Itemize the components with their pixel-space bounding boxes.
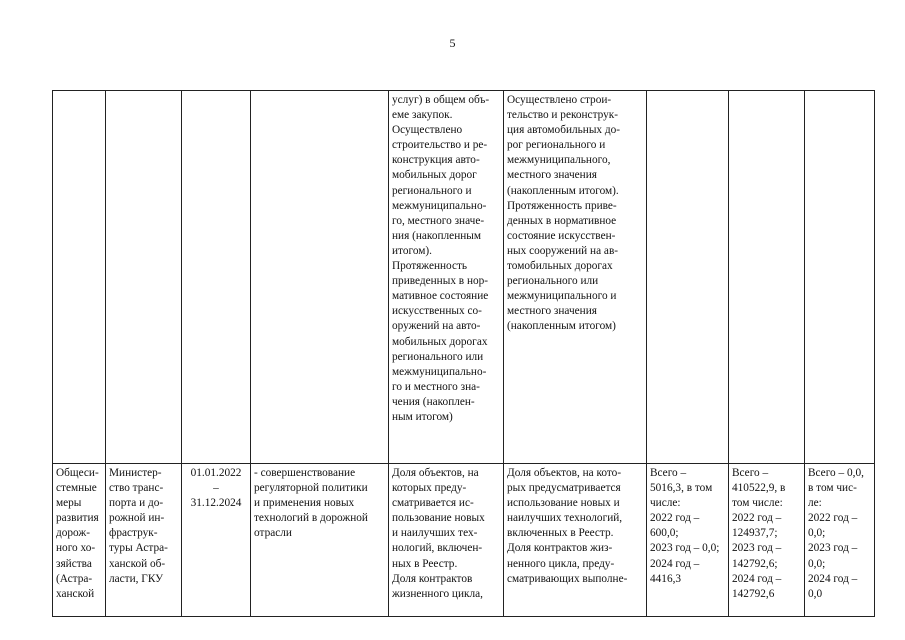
cell-text-line: 410522,9, в <box>732 482 786 495</box>
cell-text-line: 2024 год – <box>808 572 858 585</box>
cell-funding-federal <box>647 464 729 617</box>
cell-text-line: межмуниципального и <box>507 290 617 303</box>
cell-text-line: 0,0; <box>808 557 826 570</box>
cell-text-line: пользование новых <box>392 512 485 525</box>
cell-text-line: 2023 год – <box>732 542 782 555</box>
cell-text-line: еме закупок. <box>392 109 453 122</box>
cell-text-line: 124937,7; <box>732 527 778 540</box>
cell-measure-empty <box>53 91 106 464</box>
cell-text-line: в том чис- <box>808 482 857 495</box>
cell-text-line: Всего – <box>650 467 687 479</box>
cell-measure <box>53 464 106 617</box>
cell-text-line: и применения новых <box>254 497 355 510</box>
cell-direction-empty <box>251 91 389 464</box>
cell-period-empty <box>182 91 251 464</box>
cell-funding-other <box>805 464 875 617</box>
cell-text-line: и наилучших тех- <box>392 527 478 540</box>
cell-text-line: мативное состояние <box>392 290 489 303</box>
cell-results <box>504 91 647 464</box>
cell-text-line: регуляторной политики <box>254 482 368 495</box>
cell-text-line: Всего – 0,0, <box>808 467 864 479</box>
cell-text-line: Всего – <box>732 467 769 479</box>
cell-text-line: тельство и реконструк- <box>507 109 619 122</box>
cell-indicators <box>389 464 504 617</box>
cell-text-line: (Астра- <box>56 572 93 585</box>
cell-period <box>182 464 251 617</box>
cell-text-line: местного значения <box>507 169 597 182</box>
cell-text-line: 2023 год – 0,0; <box>650 542 720 555</box>
cell-text-line: жизненного цикла, <box>392 587 483 600</box>
cell-text-line: оружений на авто- <box>392 320 481 333</box>
cell-text-line: мобильных дорог <box>392 169 477 182</box>
cell-text-line: (накопленным итогом). <box>507 184 619 197</box>
cell-text-line: ханской об- <box>109 557 166 570</box>
cell-executor-empty <box>106 91 182 464</box>
cell-text-line: включенных в Реестр. <box>507 527 614 540</box>
cell-text-line: наилучших технологий, <box>507 512 623 525</box>
cell-text-line: Общеси- <box>56 467 99 479</box>
cell-text-line: сматривающих выполне- <box>507 572 628 585</box>
cell-text-line: ния (накопленным <box>392 229 482 242</box>
cell-text-line: го и местного зна- <box>392 380 480 393</box>
cell-text-line: технологий в дорожной <box>254 512 368 525</box>
cell-text-line: Осуществлено <box>392 124 463 137</box>
cell-text-line: ция автомобильных до- <box>507 124 621 137</box>
cell-text-line: том числе: <box>732 497 783 510</box>
cell-funding-regional-empty <box>729 91 805 464</box>
cell-executor <box>106 464 182 617</box>
cell-text-line: межмуниципального, <box>507 154 611 167</box>
cell-text-line: 2022 год – <box>808 512 858 525</box>
cell-text-line: мобильных дорогах <box>392 335 488 348</box>
cell-text-line: ным итогом) <box>392 410 453 423</box>
cell-text-line: ненного цикла, преду- <box>507 557 615 570</box>
cell-text-line: Осуществлено строи- <box>507 94 612 106</box>
cell-text-line: го, местного значе- <box>392 214 485 227</box>
cell-text-line: ство транс- <box>109 482 164 495</box>
cell-text-line: Доля объектов, на <box>392 467 479 479</box>
cell-text-line: Доля контрактов <box>392 572 473 585</box>
cell-text-line: ных сооружений на ав- <box>507 244 619 257</box>
cell-text-line: 01.01.2022 <box>190 467 242 479</box>
cell-text-line: местного значения <box>507 305 597 318</box>
cell-text-line: 5016,3, в том <box>650 482 713 495</box>
cell-text-line: меры <box>56 497 82 510</box>
cell-text-line: регионального или <box>507 275 599 288</box>
cell-text-line: (накопленным итогом) <box>507 320 616 333</box>
cell-funding-other-empty <box>805 91 875 464</box>
cell-text-line: томобильных дорогах <box>507 260 613 273</box>
table-row <box>53 464 875 617</box>
cell-text-line: 142792,6; <box>732 557 778 570</box>
cell-results <box>504 464 647 617</box>
cell-text-line: рог регионального и <box>507 139 606 152</box>
cell-text-line: стемные <box>56 482 97 495</box>
cell-indicators <box>389 91 504 464</box>
cell-text-line: приведенных в нор- <box>392 275 489 288</box>
cell-text-line: Протяженность приве- <box>507 199 617 212</box>
cell-text-line: - совершенствование <box>254 467 356 479</box>
cell-text-line: зяйства <box>56 557 92 570</box>
cell-text-line: порта и до- <box>109 497 164 510</box>
cell-text-line: которых преду- <box>392 482 467 495</box>
table-row <box>53 91 875 464</box>
cell-text-line: 0,0 <box>808 587 823 600</box>
cell-funding-federal-empty <box>647 91 729 464</box>
cell-text-line: чения (накоплен- <box>392 395 475 408</box>
cell-text-line: межмуниципально- <box>392 199 487 212</box>
cell-text-line: фраструк- <box>109 527 158 540</box>
cell-text-line: регионального или <box>392 350 484 363</box>
cell-text-line: 2023 год – <box>808 542 858 555</box>
cell-text-line: ласти, ГКУ <box>109 572 164 585</box>
cell-text-line: 142792,6 <box>732 587 775 600</box>
cell-text-line: 2022 год – <box>732 512 782 525</box>
cell-text-line: 0,0; <box>808 527 826 540</box>
cell-text-line: строительство и ре- <box>392 139 488 152</box>
cell-text-line: 600,0; <box>650 527 679 540</box>
cell-text-line: ного хо- <box>56 542 96 555</box>
cell-text-line: сматривается ис- <box>392 497 474 510</box>
program-table <box>52 90 875 617</box>
cell-text-line: ных в Реестр. <box>392 557 458 570</box>
cell-text-line: Доля объектов, на кото- <box>507 467 622 479</box>
cell-text-line: 2024 год – <box>732 572 782 585</box>
cell-text-line: Протяженность <box>392 260 468 273</box>
cell-text-line: услуг) в общем объ- <box>392 94 490 106</box>
cell-text-line: 2022 год – <box>650 512 700 525</box>
cell-text-line: отрасли <box>254 527 292 540</box>
cell-text-line: использование новых и <box>507 497 620 510</box>
cell-text-line: Доля контрактов жиз- <box>507 542 613 555</box>
cell-text-line: ханской <box>56 587 95 600</box>
cell-funding-regional <box>729 464 805 617</box>
cell-text-line: искусственных со- <box>392 305 482 318</box>
cell-text-line: ле: <box>808 497 822 510</box>
cell-text-line: межмуниципально- <box>392 365 487 378</box>
cell-text-line: денных в нормативное <box>507 214 617 227</box>
cell-text-line: конструкция авто- <box>392 154 480 167</box>
cell-text-line: числе: <box>650 497 681 510</box>
cell-text-line: туры Астра- <box>109 542 168 555</box>
cell-text-line: рых предусматривается <box>507 482 621 495</box>
cell-text-line: 2024 год – <box>650 557 700 570</box>
cell-text-line: нологий, включен- <box>392 542 483 555</box>
cell-text-line: 4416,3 <box>650 572 682 585</box>
cell-direction <box>251 464 389 617</box>
cell-text-line: развития <box>56 512 99 525</box>
cell-text-line: – <box>213 482 219 495</box>
cell-text-line: дорож- <box>56 527 90 540</box>
cell-text-line: 31.12.2024 <box>190 497 242 510</box>
cell-text-line: состояние искусствен- <box>507 229 616 242</box>
cell-text-line: регионального и <box>392 184 472 197</box>
cell-text-line: Министер- <box>109 467 162 479</box>
cell-text-line: итогом). <box>392 244 433 257</box>
cell-text-line: рожной ин- <box>109 512 165 525</box>
page-number: 5 <box>449 36 456 50</box>
